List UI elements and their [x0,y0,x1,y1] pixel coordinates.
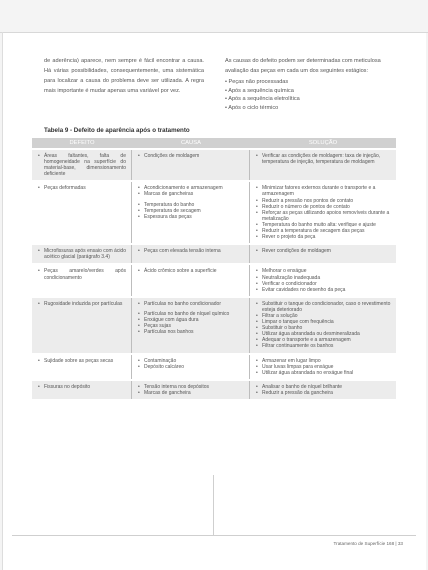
solution-cell [250,245,396,263]
cause-cell [132,381,250,399]
solution-item: • Limpar o tanque com frequência [256,319,391,325]
table-row [32,355,396,379]
stage-item: • Peças não processadas [225,78,385,87]
solution-item: • Melhorar o enxágue [256,268,391,274]
defect-cell [32,150,132,180]
solution-item: • Reduzir a temperatura de secagem das peças [256,228,391,234]
solution-item: • Usar luvas limpas para enxágue [256,364,391,370]
defects-table [32,138,396,401]
stage-item: • Após a sequência eletrolítica [225,95,385,104]
defect-text: • Sujidade sobre as peças secas [38,358,126,364]
column-divider [213,475,214,535]
solution-cell [250,150,396,180]
table-header [32,138,396,148]
solution-item: • Reduzir a pressão nos pontos de contato [256,198,391,204]
table-row [32,381,396,399]
cause-item: • Ácido crômico sobre a superfície [138,268,244,274]
page-footer: Tratamento de Superfície 168 | 33 [333,541,403,546]
cause-item: • Espessura das peças [138,214,244,220]
stage-item: • Após o ciclo térmico [225,104,385,113]
solution-item: • Substituir o banho [256,325,391,331]
defect-cell [32,298,132,353]
intro-right-column [225,56,385,112]
defect-text: • Peças amarelo/verdes após condicionamento [38,268,126,280]
solution-cell [250,381,396,399]
solution-item: • Verificar as condições de moldagem: taxa de injeção, temperatura de injeção, temperatura de moldagem [256,153,391,165]
cause-item: • Temperatura de secagem [138,208,244,214]
footer-rule [12,535,416,536]
cause-item: • Partículas no banho condicionador [138,301,244,307]
defect-cell [32,265,132,295]
cause-item: • Enxágue com água dura [138,317,244,323]
stages-list [225,78,385,112]
solution-cell [250,265,396,295]
solution-item: • Armazenar em lugar limpo [256,358,391,364]
cause-cell [132,182,250,243]
stage-item: • Após a sequência química [225,87,385,96]
defect-text: • Rugosidade induzida por partículas [38,301,126,307]
table-row [32,265,396,295]
cause-item: • Tensão interna nos depósitos [138,384,244,390]
solution-item: • Minimizar fatores externos durante o transporte e a armazenagem [256,185,391,197]
cause-item: • Partículas no banho de níquel químico [138,311,244,317]
solution-item: • Temperatura do banho muito alta: verifique e ajuste [256,222,391,228]
solution-item: • Rever o projeto da peça [256,234,391,240]
defect-cell [32,355,132,379]
cause-item: • Marcas de gancheira [138,390,244,396]
table-row [32,298,396,353]
table-row [32,150,396,180]
cause-cell [132,245,250,263]
table-row [32,182,396,243]
solution-cell [250,298,396,353]
solution-item: • Utilizar água abrandada no enxágue final [256,370,391,376]
table-title: Tabela 9 - Defeito de aparência após o tratamento [44,127,190,134]
solution-item: • Analisar o banho de níquel brilhante [256,384,391,390]
table-body [32,150,396,399]
defect-text: • Áreas faltantes, falta de homogeneidade na superfície do material-base, dimensionamento deficiente [38,153,126,177]
solution-item: • Verificar o condicionador [256,281,391,287]
cause-item: • Contaminação [138,358,244,364]
cause-cell [132,150,250,180]
cause-item: • Partículas nos banhos [138,329,244,335]
cause-item: • Marcas de gancheiras [138,191,244,197]
page-edge-line [0,32,428,33]
cause-cell [132,265,250,295]
solution-item: • Reforçar as peças utilizando apoios removíveis durante a metalização [256,210,391,222]
defect-text: • Microfissuras após ensaio com ácido acético glacial (parágrafo 3.4) [38,248,126,260]
solution-item: • Neutralização inadequada [256,275,391,281]
defect-cell [32,381,132,399]
cause-item: • Peças sujas [138,323,244,329]
solution-cell [250,182,396,243]
defect-text: • Fissuras no depósito [38,384,126,390]
solution-item: • Filtrar continuamente os banhos [256,343,391,349]
solution-item: • Rever condições de moldagem [256,248,391,254]
solution-cell [250,355,396,379]
defect-cell [32,245,132,263]
solution-item: • Filtrar a solução [256,313,391,319]
defect-text: • Peças deformadas [38,185,126,191]
page-left-edge [2,32,3,570]
intro-left-paragraph: de aderência) aparece, nem sempre é fácil encontrar a causa. Há várias possibilidades, consequentemente, uma sistemática para localizar a causa do problema deve ser utilizada. A regra mais importante é mudar apenas uma variável por vez. [44,58,204,94]
header-cause: CAUSA [181,140,201,146]
solution-item: • Substituir o tanque do condicionador, caso o revestimento esteja deteriorado [256,301,391,313]
intro-right-paragraph: As causas do defeito podem ser determinadas com meticulosa avaliação das peças em cada um dos seguintes estágios: [225,58,381,74]
solution-item: • Reduzir o número de pontos de contato [256,204,391,210]
cause-item: • Acondicionamento e armazenagem [138,185,244,191]
table-row [32,245,396,263]
solution-item: • Evitar cavidades no desenho da peça [256,287,391,293]
defect-cell [32,182,132,243]
solution-item: • Reduzir a pressão da gancheira [256,390,391,396]
cause-item: • Temperatura do banho [138,202,244,208]
header-solution: SOLUÇÃO [308,140,338,146]
cause-item: • Depósito calcáreo [138,364,244,370]
header-defect: DEFEITO [69,140,95,146]
cause-cell [132,355,250,379]
cause-item: • Peças com elevada tensão interna [138,248,244,254]
solution-item: • Adequar o transporte e a armazenagem [256,337,391,343]
solution-item: • Utilizar água abrandada ou desmineralizada [256,331,391,337]
cause-item: • Condições de moldagem [138,153,244,159]
cause-cell [132,298,250,353]
